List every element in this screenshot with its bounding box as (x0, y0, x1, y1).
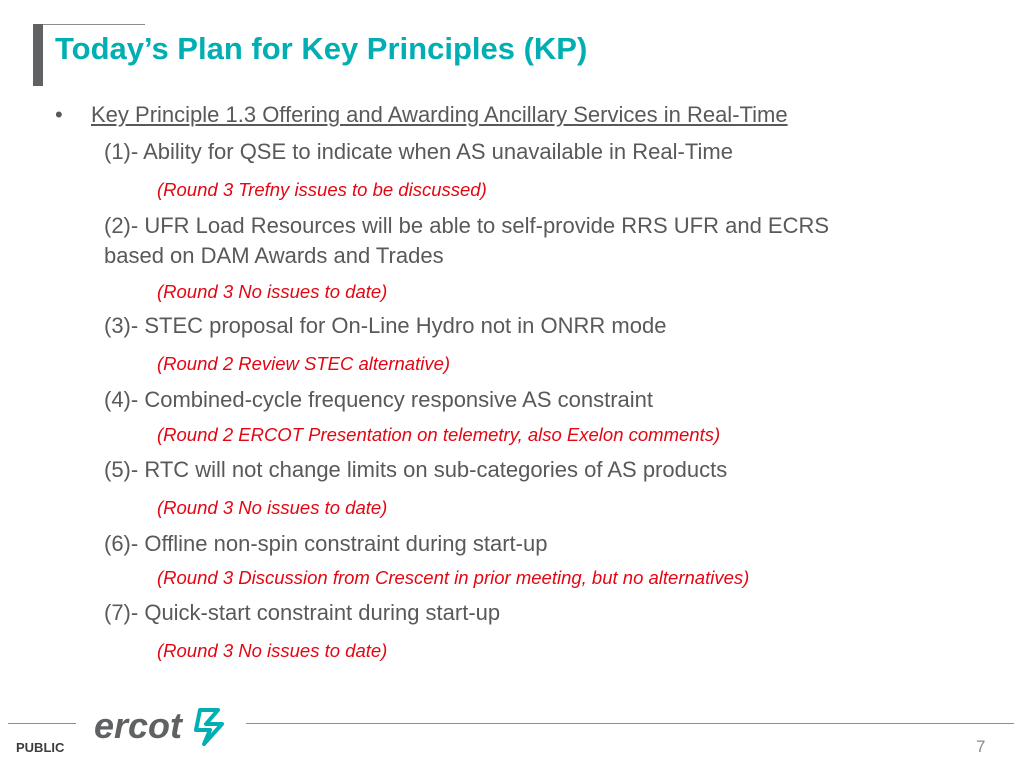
item-3: (3)- STEC proposal for On-Line Hydro not in ONRR mode (104, 313, 667, 338)
footer-rule-left (8, 723, 76, 724)
title-accent-bar (33, 24, 43, 86)
item-4: (4)- Combined-cycle frequency responsive AS constraint (104, 387, 654, 412)
item-2-line-1: (2)- UFR Load Resources will be able to self-provide RRS UFR and ECRS (104, 213, 830, 238)
classification-label: PUBLIC (16, 740, 65, 755)
item-3-note: (Round 2 Review STEC alternative) (157, 353, 451, 374)
item-5-note: (Round 3 No issues to date) (157, 497, 388, 518)
item-6: (6)- Offline non-spin constraint during start-up (104, 531, 548, 556)
item-6-note: (Round 3 Discussion from Crescent in prior meeting, but no alternatives) (157, 567, 750, 588)
bullet-marker: • (55, 102, 63, 127)
footer-rule-right (246, 723, 1014, 724)
item-1: (1)- Ability for QSE to indicate when AS unavailable in Real-Time (104, 139, 733, 164)
lightning-icon (196, 710, 222, 744)
item-4-note: (Round 2 ERCOT Presentation on telemetry, also Exelon comments) (157, 424, 721, 445)
item-5: (5)- RTC will not change limits on sub-categories of AS products (104, 457, 728, 482)
item-2-line-2: based on DAM Awards and Trades (104, 243, 444, 268)
item-7-note: (Round 3 No issues to date) (157, 640, 388, 661)
item-7: (7)- Quick-start constraint during start-up (104, 600, 501, 625)
item-1-note: (Round 3 Trefny issues to be discussed) (157, 179, 487, 200)
slide-title: Today’s Plan for Key Principles (KP) (55, 31, 588, 66)
key-principle-heading: Key Principle 1.3 Offering and Awarding Ancillary Services in Real-Time (91, 102, 788, 127)
ercot-logo-text: ercot (94, 705, 183, 746)
page-number: 7 (976, 737, 986, 756)
item-2-note: (Round 3 No issues to date) (157, 281, 388, 302)
title-top-rule (43, 24, 145, 25)
ercot-logo (92, 700, 232, 752)
